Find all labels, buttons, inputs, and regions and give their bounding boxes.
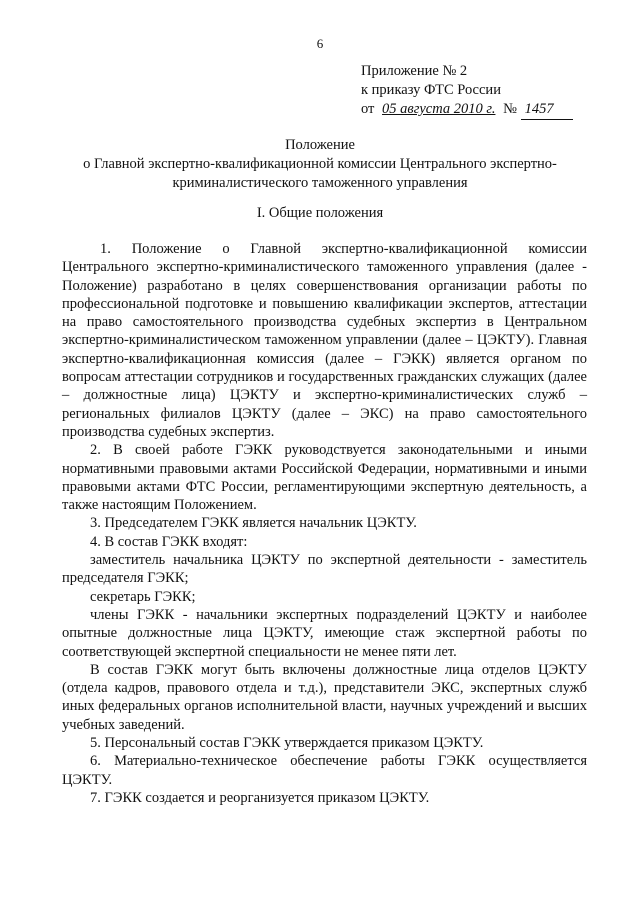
title-line-1: Положение: [285, 137, 355, 153]
document-title: [60, 136, 580, 193]
appendix-title: Приложение № 2: [361, 63, 468, 79]
number-prefix: №: [503, 101, 517, 117]
page-number: 6: [316, 36, 324, 51]
list-item-secretary: секретарь ГЭКК;: [90, 588, 196, 605]
order-number: 1457: [521, 100, 573, 120]
appendix-block: [361, 62, 573, 120]
paragraph-7: 7. ГЭКК создается и реорганизуется приказом ЦЭКТУ.: [90, 789, 430, 806]
paragraph-3: 3. Председателем ГЭКК является начальник ЦЭКТУ.: [90, 515, 417, 532]
paragraph-2: 2. В своей работе ГЭКК руководствуется законодательными и иными нормативными правовыми актами Российской Федерации, нормативными и иными правовыми актами ФТС России, регламентирующими экспертную деятельность, а также настоящим Положением.: [62, 442, 587, 514]
date-prefix: от: [361, 101, 375, 117]
paragraph-composition: В состав ГЭКК могут быть включены должностные лица отделов ЦЭКТУ (отдела кадров, правового отдела и т.д.), представители ЭКС, экспертных служб иных федеральных органов исполнительной власти, научных учреждений и высших учебных заведений.: [62, 661, 587, 733]
paragraph-1: 1. Положение о Главной экспертно-квалификационной комиссии Центрального экспертно-криминалистического таможенного управления (далее - Положение) разработано в целях совершенствования организации работы по профессиональной подготовке и повышению квалификации экспертов, аттестации на право самостоятельного производства судебных экспертиз в Центральном экспертно-криминалистическом таможенном управлении (далее – ЦЭКТУ). Главная экспертно-квалификационная комиссия (далее – ГЭКК) является органом по вопросам аттестации сотрудников и государственных гражданских служащих (далее – должностные лица) ЦЭКТУ и экспертно-криминалистических служб – региональных филиалов ЦЭКТУ (далее – ЭКС) на право самостоятельного производства судебных экспертиз.: [62, 241, 587, 440]
paragraph-6: 6. Материально-техническое обеспечение работы ГЭКК осуществляется ЦЭКТУ.: [62, 753, 587, 788]
paragraph-5: 5. Персональный состав ГЭКК утверждается приказом ЦЭКТУ.: [90, 735, 484, 752]
section-heading: I. Общие положения: [256, 205, 384, 221]
paragraph-4: 4. В состав ГЭКК входят:: [90, 533, 248, 550]
list-item-deputy: заместитель начальника ЦЭКТУ по экспертной деятельности - заместитель председателя ГЭКК;: [62, 552, 587, 587]
title-line-3: криминалистического таможенного управления: [172, 175, 468, 191]
document-body: [62, 240, 587, 807]
appendix-order-ref: к приказу ФТС России: [361, 82, 501, 98]
list-item-members: члены ГЭКК - начальники экспертных подразделений ЦЭКТУ и наиболее опытные должностные лица ЦЭКТУ, имеющие стаж экспертной работы по соответствующей экспертной специальности не менее пяти лет.: [62, 606, 587, 660]
title-line-2: о Главной экспертно-квалификационной комиссии Центрального экспертно-: [83, 156, 557, 172]
appendix-date-line: [361, 100, 573, 120]
order-date: 05 августа 2010 г.: [382, 101, 496, 117]
